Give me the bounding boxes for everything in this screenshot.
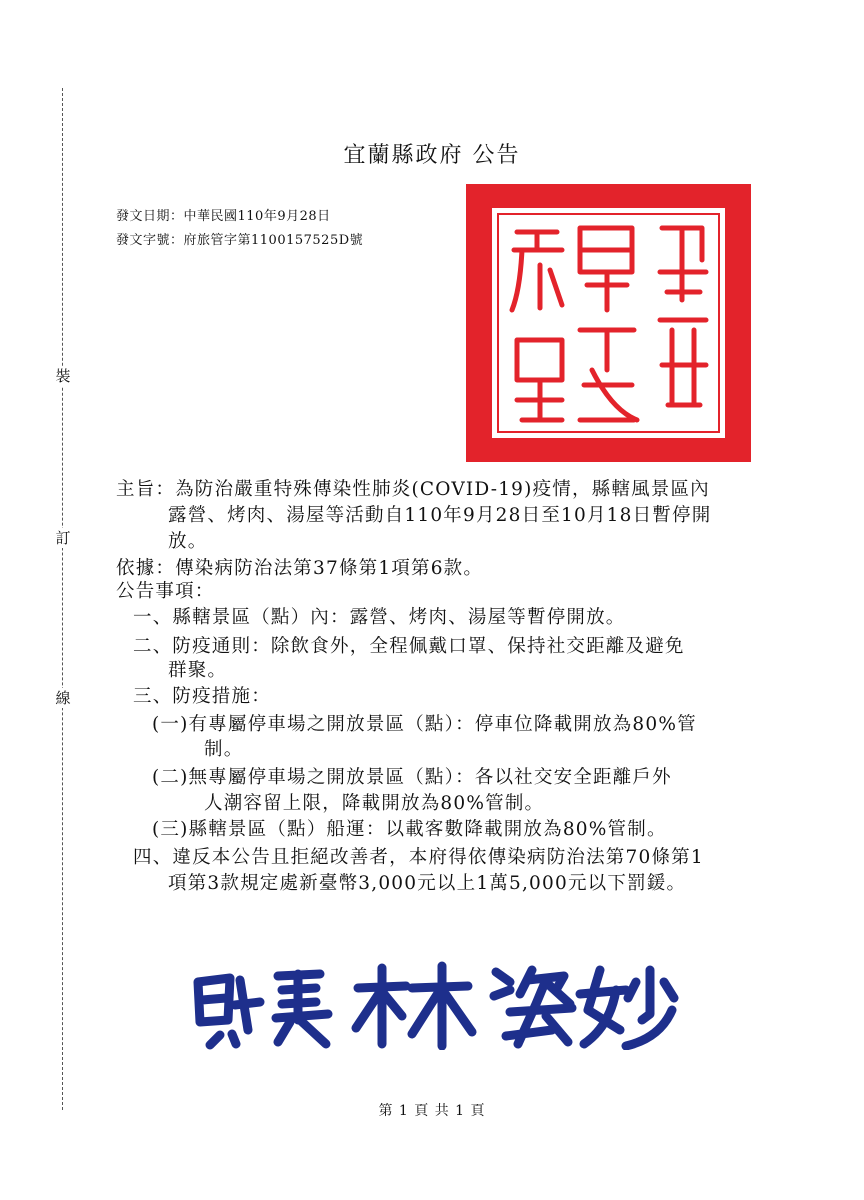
binding-char-ding: 訂 — [55, 529, 71, 547]
sub-item-1-line-1: (一)有專屬停車場之開放景區（點）：停車位降載開放為80%管 — [152, 714, 697, 735]
subject-line-1: 主旨：為防治嚴重特殊傳染性肺炎(COVID-19)疫情，縣轄風景區內 — [116, 479, 710, 500]
items-heading: 公告事項： — [116, 581, 215, 602]
binding-char-zhuang: 裝 — [55, 367, 71, 385]
reference-number: 發文字號：府旅管字第1100157525D號 — [116, 233, 364, 248]
sub-item-3: (三)縣轄景區（點）船運：以載客數降載開放為80%管制。 — [152, 819, 667, 840]
binding-char-xian: 線 — [55, 689, 71, 707]
document-title: 宜蘭縣政府 公告 — [343, 143, 521, 168]
item-1: 一、縣轄景區（點）內：露營、烤肉、湯屋等暫停開放。 — [133, 607, 626, 628]
binding-line — [62, 88, 63, 1110]
item-2-line-2: 群聚。 — [168, 660, 228, 681]
basis-line: 依據：傳染病防治法第37條第1項第6款。 — [116, 558, 484, 579]
subject-line-2: 露營、烤肉、湯屋等活動自110年9月28日至10月18日暫停開 — [168, 505, 712, 526]
subject-line-3: 放。 — [168, 531, 208, 552]
item-2-line-1: 二、防疫通則：除飲食外，全程佩戴口罩、保持社交距離及避免 — [133, 636, 685, 657]
item-3: 三、防疫措施： — [133, 686, 271, 707]
sub-item-2-line-1: (二)無專屬停車場之開放景區（點）：各以社交安全距離戶外 — [152, 767, 672, 788]
item-4-line-1: 四、違反本公告且拒絕改善者，本府得依傳染病防治法第70條第1 — [133, 847, 704, 868]
page-number: 第 1 頁 共 1 頁 — [378, 1103, 486, 1119]
issue-date: 發文日期：中華民國110年9月28日 — [116, 209, 331, 224]
item-4-line-2: 項第3款規定處新臺幣3,000元以上1萬5,000元以下罰鍰。 — [168, 873, 687, 894]
sub-item-2-line-2: 人潮容留上限，降載開放為80%管制。 — [204, 793, 545, 814]
magistrate-signature — [180, 960, 680, 1050]
official-seal — [462, 180, 755, 466]
sub-item-1-line-2: 制。 — [204, 739, 244, 760]
